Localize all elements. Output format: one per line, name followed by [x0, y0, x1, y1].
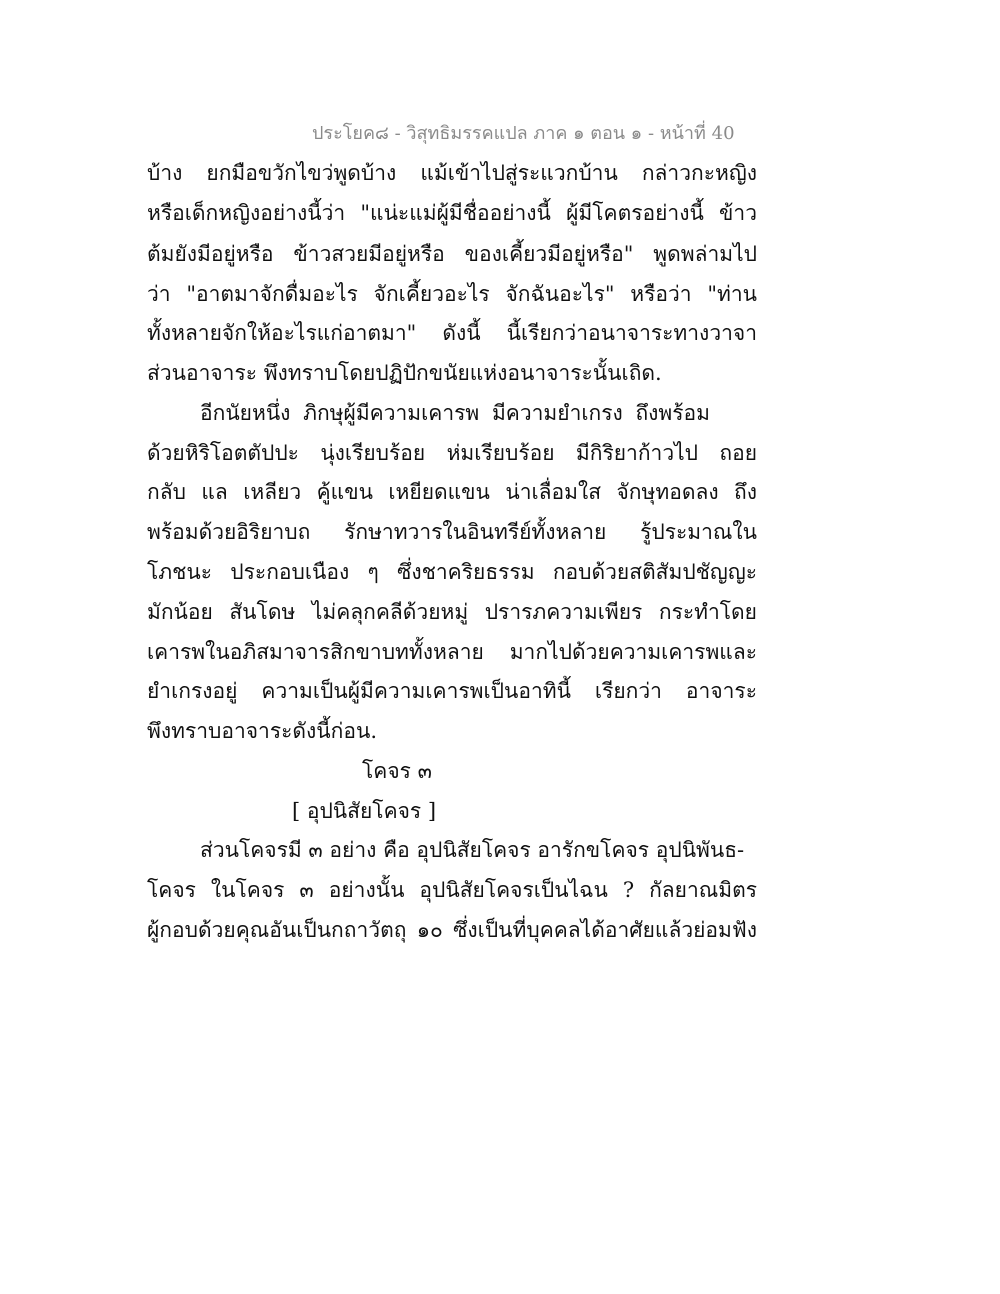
section-subheading: [ อุปนิสัยโคจร ]	[292, 799, 437, 823]
body-line: โคจร ในโคจร ๓ อย่างนั้น อุปนิสัยโคจรเป็นไฉน ? กัลยาณมิตร	[147, 878, 757, 902]
body-line: หรือเด็กหญิงอย่างนี้ว่า "แน่ะแม่ผู้มีชื่ออย่างนี้ ผู้มีโคตรอย่างนี้ ข้าว	[147, 201, 757, 225]
body-line: อีกนัยหนึ่ง ภิกษุผู้มีความเคารพ มีความยำเกรง ถึงพร้อม	[200, 401, 710, 425]
body-line: มักน้อย สันโดษ ไม่คลุกคลีด้วยหมู่ ปรารภความเพียร กระทำโดย	[147, 600, 757, 624]
body-line: พึงทราบอาจาระดังนี้ก่อน.	[147, 719, 378, 743]
body-line: ด้วยหิริโอตตัปปะ นุ่งเรียบร้อย ห่มเรียบร้อย มีกิริยาก้าวไป ถอย	[147, 441, 757, 465]
page-header: ประโยค๘ - วิสุทธิมรรคแปล ภาค ๑ ตอน ๑ - หน้าที่ 40	[312, 123, 735, 144]
body-line: ส่วนโคจรมี ๓ อย่าง คือ อุปนิสัยโคจร อารักขโคจร อุปนิพันธ-	[200, 838, 745, 862]
body-line: กลับ แล เหลียว คู้แขน เหยียดแขน น่าเลื่อมใส จักษุทอดลง ถึง	[147, 480, 757, 504]
section-heading: โคจร ๓	[362, 759, 432, 783]
body-line: ทั้งหลายจักให้อะไรแก่อาตมา" ดังนี้ นี้เรียกว่าอนาจาระทางวาจา	[147, 321, 757, 345]
body-line: เคารพในอภิสมาจารสิกขาบททั้งหลาย มากไปด้วยความเคารพและ	[147, 640, 757, 664]
body-line: ต้มยังมีอยู่หรือ ข้าวสวยมีอยู่หรือ ของเคี้ยวมีอยู่หรือ" พูดพล่ามไป	[147, 242, 757, 266]
body-line: บ้าง ยกมือขวักไขว่พูดบ้าง แม้เข้าไปสู่ระแวกบ้าน กล่าวกะหญิง	[147, 161, 757, 185]
body-line: ว่า "อาตมาจักดื่มอะไร จักเคี้ยวอะไร จักฉันอะไร" หรือว่า "ท่าน	[147, 282, 757, 306]
body-line: พร้อมด้วยอิริยาบถ รักษาทวารในอินทรีย์ทั้งหลาย รู้ประมาณใน	[147, 520, 757, 544]
body-line: โภชนะ ประกอบเนือง ๆ ซึ่งชาคริยธรรม กอบด้วยสติสัมปชัญญะ	[147, 560, 757, 584]
body-line: ผู้กอบด้วยคุณอันเป็นกถาวัตถุ ๑๐ ซึ่งเป็นที่บุคคลได้อาศัยแล้วย่อมฟัง	[147, 918, 757, 942]
body-line: ส่วนอาจาระ พึงทราบโดยปฏิปักขนัยแห่งอนาจาระนั้นเถิด.	[147, 361, 662, 385]
body-line: ยำเกรงอยู่ ความเป็นผู้มีความเคารพเป็นอาทินี้ เรียกว่า อาจาระ	[147, 679, 757, 703]
